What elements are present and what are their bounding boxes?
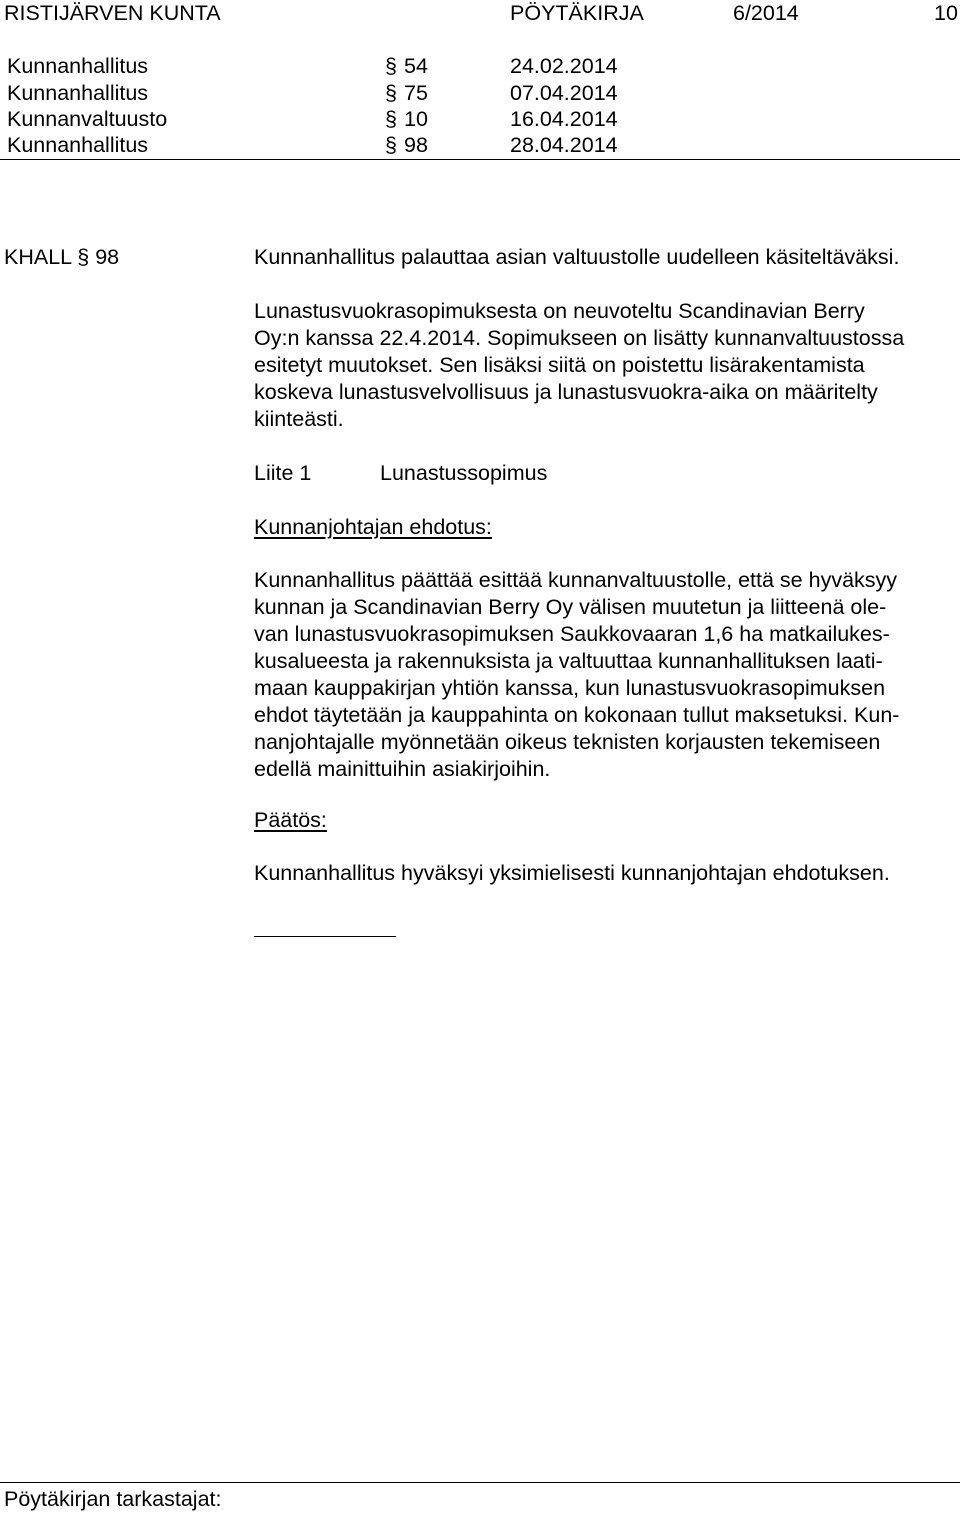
history-row: [0, 80, 700, 107]
decision-text: Kunnanhallitus hyväksyi yksimielisesti kunnanjohtajan ehdotuksen.: [254, 861, 890, 885]
document-number: 6/2014: [733, 1, 799, 25]
section-intro: Kunnanhallitus palauttaa asian valtuustolle uudelleen käsiteltäväksi.: [254, 245, 900, 269]
document-type: PÖYTÄKIRJA: [510, 1, 644, 25]
proposal-line: nanjohtajalle myönnetään oikeus teknisten korjausten tekemiseen: [254, 730, 881, 754]
history-number: 54: [404, 54, 428, 78]
history-date: 24.02.2014: [510, 54, 618, 78]
proposal-line: maan kauppakirjan yhtiön kanssa, kun lunastusvuokrasopimuksen: [254, 676, 886, 700]
signature-line: [254, 936, 396, 937]
proposal-line: van lunastusvuokrasopimuksen Saukkovaaran 1,6 ha matkailukes-: [254, 622, 890, 646]
history-date: 28.04.2014: [510, 133, 618, 157]
history-date: 16.04.2014: [510, 107, 618, 131]
history-body: Kunnanhallitus: [7, 54, 149, 78]
attachment-title: Lunastussopimus: [380, 461, 548, 485]
proposal-line: Kunnanhallitus päättää esittää kunnanvaltuustolle, että se hyväksyy: [254, 568, 898, 592]
page-number: 10: [934, 1, 958, 25]
footer-label: Pöytäkirjan tarkastajat:: [4, 1487, 222, 1511]
proposal-line: ehdot täytetään ja kauppahinta on kokonaan tullut maksetuksi. Kun-: [254, 703, 900, 727]
proposal-line: kunnan ja Scandinavian Berry Oy välisen muutetun ja liitteenä ole-: [254, 595, 887, 619]
history-body: Kunnanvaltuusto: [7, 107, 168, 131]
description-line: kiinteästi.: [254, 407, 344, 431]
paragraph-sign: §: [385, 107, 397, 131]
description-line: koskeva lunastusvelvollisuus ja lunastusvuokra-aika on määritelty: [254, 380, 878, 404]
history-number: 98: [404, 133, 428, 157]
proposal-line: edellä mainittuihin asiakirjoihin.: [254, 757, 551, 781]
history-number: 10: [404, 107, 428, 131]
paragraph-sign: §: [385, 54, 397, 78]
history-row: [0, 106, 700, 133]
decision-heading: Päätös:: [254, 808, 327, 832]
history-row: [0, 53, 700, 80]
section-id: KHALL § 98: [4, 245, 120, 269]
section-description: [254, 298, 954, 433]
description-line: Oy:n kanssa 22.4.2014. Sopimukseen on lisätty kunnanvaltuustossa: [254, 326, 905, 350]
header-divider: [0, 159, 960, 160]
attachment-label: Liite 1: [254, 461, 312, 485]
history-date: 07.04.2014: [510, 81, 618, 105]
history-body: Kunnanhallitus: [7, 81, 149, 105]
footer-divider: [0, 1482, 960, 1483]
paragraph-sign: §: [385, 81, 397, 105]
description-line: Lunastusvuokrasopimuksesta on neuvoteltu Scandinavian Berry: [254, 299, 865, 323]
proposal-heading: Kunnanjohtajan ehdotus:: [254, 515, 492, 539]
municipality-name: RISTIJÄRVEN KUNTA: [4, 1, 221, 25]
history-row: [0, 132, 700, 159]
paragraph-sign: §: [385, 133, 397, 157]
history-body: Kunnanhallitus: [7, 133, 149, 157]
history-number: 75: [404, 81, 428, 105]
proposal-text: [254, 567, 954, 783]
description-line: esitetyt muutokset. Sen lisäksi siitä on poistettu lisärakentamista: [254, 353, 865, 377]
proposal-line: kusalueesta ja rakennuksista ja valtuuttaa kunnanhallituksen laati-: [254, 649, 883, 673]
